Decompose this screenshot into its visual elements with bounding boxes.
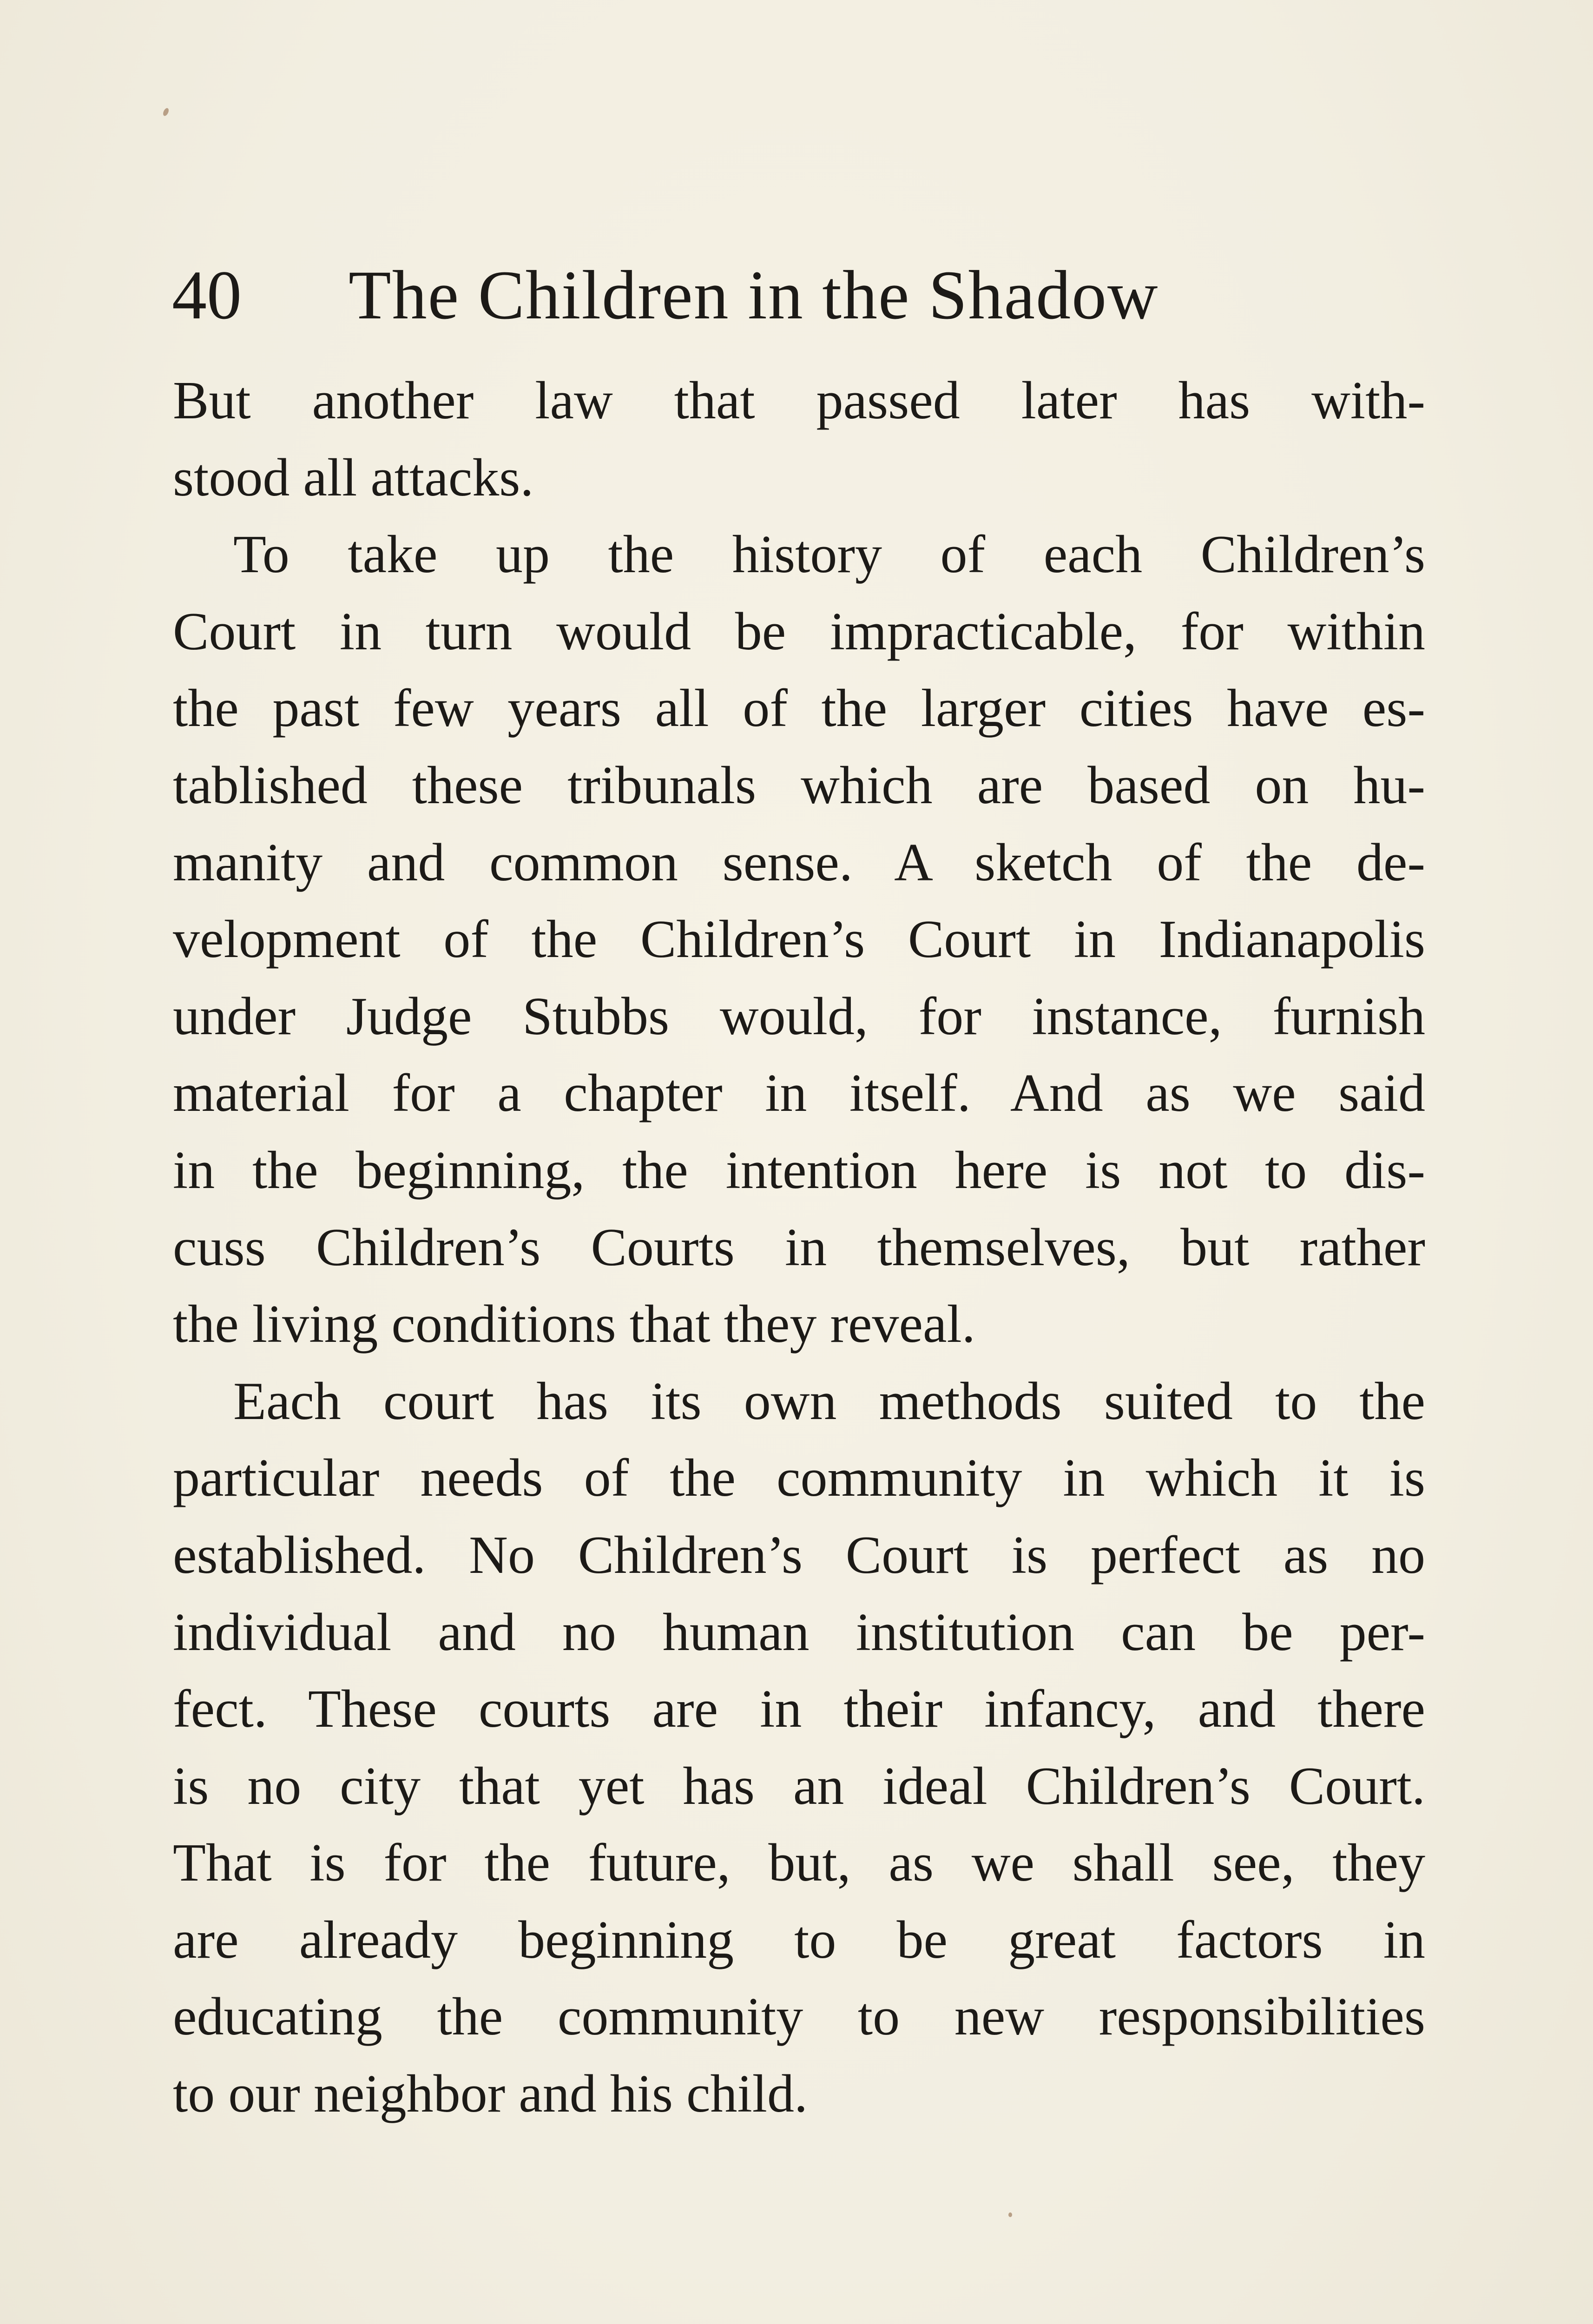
paper-speck	[1008, 2212, 1012, 2217]
text-line: But another law that passed later has with-	[173, 371, 1425, 430]
text-line: established. No Children’s Court is perfect as no	[173, 1525, 1425, 1585]
text-line: are already beginning to be great factors in	[173, 1910, 1425, 1970]
text-line: That is for the future, but, as we shall see, they	[173, 1833, 1425, 1893]
text-line: educating the community to new responsibilities	[173, 1987, 1425, 2047]
paper-speck	[162, 107, 170, 117]
page-header	[172, 253, 1427, 337]
page-number: 40	[172, 257, 242, 334]
text-line: particular needs of the community in which it is	[173, 1448, 1425, 1508]
text-line: To take up the history of each Children’s	[233, 525, 1425, 585]
text-line: stood all attacks.	[173, 448, 534, 508]
text-line: Court in turn would be impracticable, for within	[173, 601, 1425, 661]
text-line: cuss Children’s Courts in themselves, but rather	[173, 1217, 1425, 1277]
text-line: material for a chapter in itself. And as we said	[173, 1063, 1425, 1123]
text-line: fect. These courts are in their infancy, and there	[173, 1679, 1425, 1739]
running-title: The Children in the Shadow	[349, 257, 1159, 334]
text-line: is no city that yet has an ideal Children’s Court.	[173, 1756, 1425, 1816]
text-line: under Judge Stubbs would, for instance, furnish	[173, 986, 1425, 1046]
text-line: in the beginning, the intention here is not to dis-	[173, 1140, 1425, 1200]
text-line: individual and no human institution can be per-	[173, 1602, 1425, 1662]
text-line: the past few years all of the larger cities have es-	[173, 679, 1425, 739]
text-line: manity and common sense. A sketch of the de-	[173, 832, 1425, 892]
text-line: Each court has its own methods suited to the	[233, 1371, 1425, 1431]
body-text	[173, 363, 1425, 2133]
text-line: tablished these tribunals which are based on hu-	[173, 755, 1425, 815]
text-line: velopment of the Children’s Court in Indianapolis	[173, 910, 1425, 970]
text-line: the living conditions that they reveal.	[173, 1294, 975, 1354]
text-line: to our neighbor and his child.	[173, 2064, 808, 2124]
